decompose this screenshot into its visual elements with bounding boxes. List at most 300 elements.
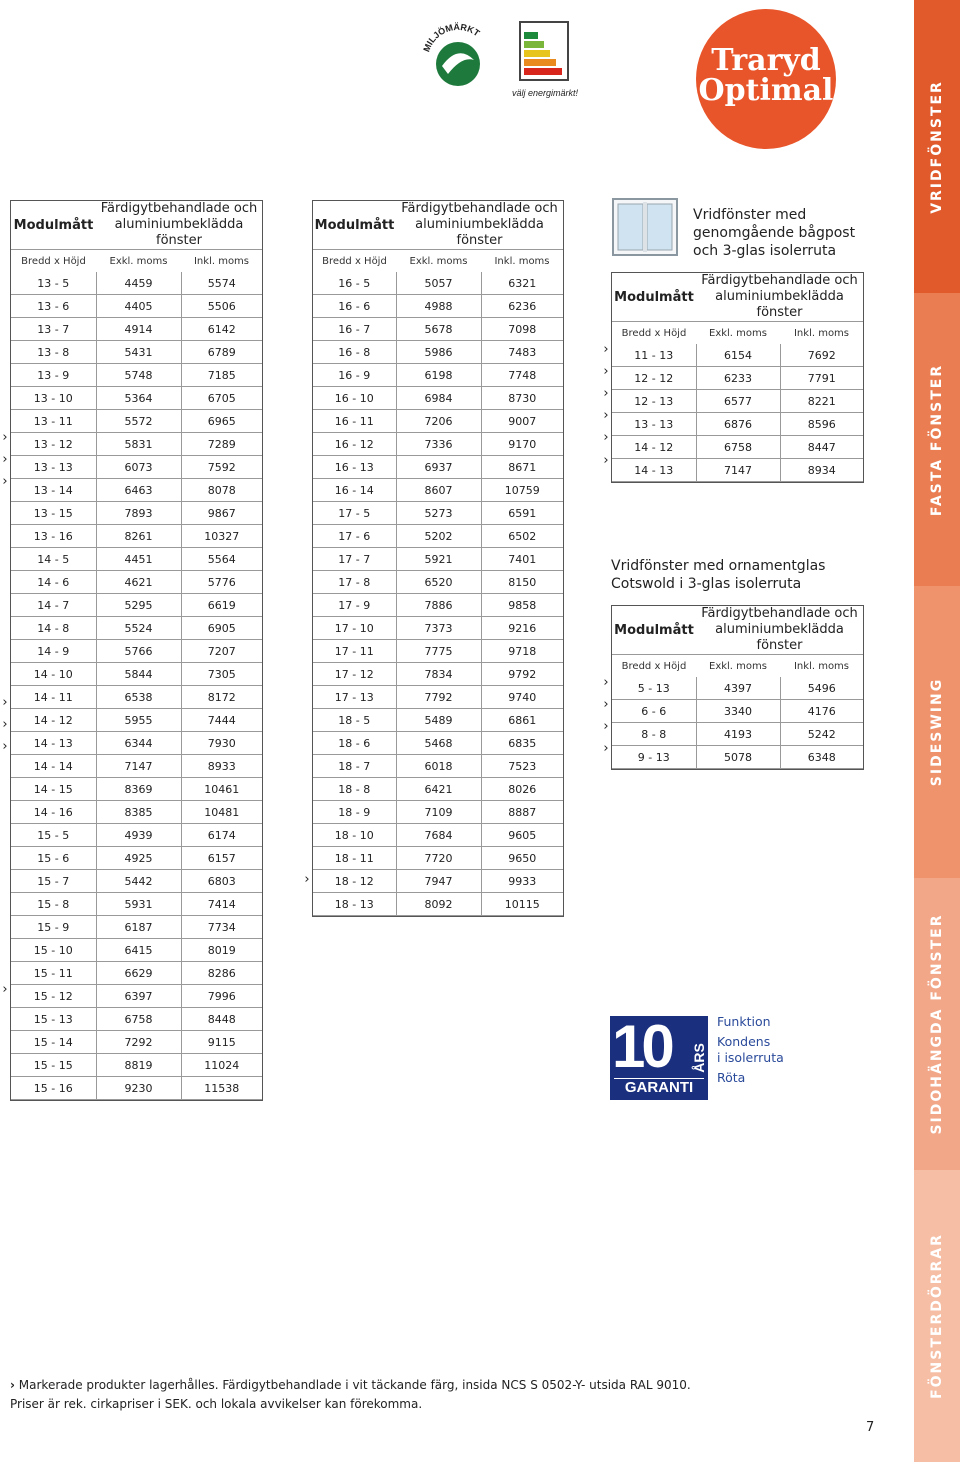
table-row [612,677,863,700]
cell-size: 16 - 13 [313,456,396,479]
table-row [11,939,262,962]
cell-exkl: 7206 [396,410,481,433]
cell-size: 14 - 12 [612,436,696,459]
table-row [11,1008,262,1031]
garanti-item: Röta [717,1070,746,1085]
price-table-3 [611,272,864,483]
table-row [313,341,563,364]
cell-inkl: 5242 [780,723,863,746]
table-row [11,364,262,387]
price-table-4 [611,605,864,770]
table-row [11,1077,262,1100]
cell-inkl: 8221 [780,390,863,413]
cell-size: 14 - 14 [11,755,96,778]
table-row [11,893,262,916]
cell-inkl: 6861 [481,709,563,732]
stock-marker-icon: › [603,697,609,713]
page-number: 7 [866,1420,875,1435]
cell-exkl: 8369 [96,778,181,801]
cell-size: 17 - 13 [313,686,396,709]
table-row [313,847,563,870]
cell-size: 15 - 7 [11,870,96,893]
cell-exkl: 6421 [396,778,481,801]
cell-exkl: 5442 [96,870,181,893]
header-description [396,201,563,250]
cell-exkl: 5489 [396,709,481,732]
cell-inkl: 6835 [481,732,563,755]
table-row [313,525,563,548]
cell-inkl: 7207 [181,640,262,663]
table-row [612,700,863,723]
cell-exkl: 6520 [396,571,481,594]
cell-exkl: 5831 [96,433,181,456]
cell-inkl: 9740 [481,686,563,709]
header-description [696,273,863,322]
energy-label-logo [512,20,580,110]
table-row [11,1031,262,1054]
cell-size: 17 - 11 [313,640,396,663]
header-modulmatt: Modulmått [612,606,696,655]
cell-exkl: 6397 [96,985,181,1008]
cell-exkl: 4397 [696,677,780,700]
cell-size: 15 - 6 [11,847,96,870]
cell-inkl: 5776 [181,571,262,594]
garanti-years: 10 [612,1013,671,1080]
table-row [313,824,563,847]
cell-inkl: 9115 [181,1031,262,1054]
stock-marker-icon: › [603,386,609,402]
cell-inkl: 7748 [481,364,563,387]
table-row [11,1054,262,1077]
cell-size: 11 - 13 [612,344,696,367]
cell-inkl: 7592 [181,456,262,479]
sidebar-tab-fasta-fonster[interactable] [914,293,960,586]
table-row [11,594,262,617]
cell-inkl: 6174 [181,824,262,847]
window-illustration [612,198,678,256]
header-desc-line1: Färdigytbehandlade och [701,606,858,621]
table-row [11,318,262,341]
cell-exkl: 5524 [96,617,181,640]
cell-exkl: 6233 [696,367,780,390]
cell-exkl: 7373 [396,617,481,640]
table-row [11,387,262,410]
cell-inkl: 7289 [181,433,262,456]
cell-size: 9 - 13 [612,746,696,769]
table-row [612,367,863,390]
sidebar-tab-fonsterdorrar[interactable] [914,1170,960,1462]
cell-exkl: 7109 [396,801,481,824]
cell-size: 18 - 8 [313,778,396,801]
cell-size: 16 - 7 [313,318,396,341]
cell-size: 18 - 9 [313,801,396,824]
table-row [612,413,863,436]
cell-inkl: 7401 [481,548,563,571]
cell-exkl: 5748 [96,364,181,387]
header-desc-line1: Färdigytbehandlade och [401,201,558,216]
cell-size: 16 - 11 [313,410,396,433]
table-row [313,387,563,410]
table-row [11,870,262,893]
cell-inkl: 9867 [181,502,262,525]
cell-size: 17 - 6 [313,525,396,548]
cell-size: 13 - 6 [11,295,96,318]
cell-exkl: 7893 [96,502,181,525]
subheader-exkl: Exkl. moms [709,327,767,339]
cell-exkl: 6198 [396,364,481,387]
cell-inkl: 9933 [481,870,563,893]
cell-size: 15 - 11 [11,962,96,985]
table-row [612,390,863,413]
table-row [11,272,262,295]
cell-size: 16 - 5 [313,272,396,295]
price-table-2 [312,200,564,917]
cell-inkl: 8934 [780,459,863,482]
cell-inkl: 6965 [181,410,262,433]
cell-size: 18 - 6 [313,732,396,755]
table-row [313,295,563,318]
cell-inkl: 8172 [181,686,262,709]
cell-exkl: 7947 [396,870,481,893]
cell-inkl: 8671 [481,456,563,479]
stock-marker-icon: › [2,717,8,732]
cell-size: 14 - 7 [11,594,96,617]
cell-inkl: 9718 [481,640,563,663]
table-row [313,870,563,893]
cell-inkl: 9858 [481,594,563,617]
stock-marker-icon: › [603,430,609,446]
cell-exkl: 5921 [396,548,481,571]
table-row [313,410,563,433]
cell-exkl: 4925 [96,847,181,870]
sidebar-tab-sidohangda-fonster[interactable] [914,878,960,1170]
cell-exkl: 5844 [96,663,181,686]
cell-inkl: 5496 [780,677,863,700]
cell-inkl: 7996 [181,985,262,1008]
subheader-exkl: Exkl. moms [709,660,767,672]
cell-exkl: 4193 [696,723,780,746]
cell-size: 13 - 9 [11,364,96,387]
subheader-size: Bredd x Höjd [621,327,687,339]
cell-exkl: 5572 [96,410,181,433]
cell-inkl: 10461 [181,778,262,801]
table-row [11,640,262,663]
cell-exkl: 5986 [396,341,481,364]
table-row [11,663,262,686]
cell-exkl: 4459 [96,272,181,295]
cell-inkl: 8447 [780,436,863,459]
cell-inkl: 11024 [181,1054,262,1077]
cell-inkl: 4176 [780,700,863,723]
table-row [313,318,563,341]
cell-exkl: 7684 [396,824,481,847]
cell-size: 13 - 16 [11,525,96,548]
cell-exkl: 6629 [96,962,181,985]
table-row [313,686,563,709]
footer-line1-text: Markerade produkter lagerhålles. Färdigytbehandlade i vit täckande färg, insida NCS S 0502-Y- utsida RAL 9010. [18,1378,691,1392]
cell-size: 18 - 11 [313,847,396,870]
cell-exkl: 5202 [396,525,481,548]
table-row [612,459,863,482]
cell-size: 14 - 11 [11,686,96,709]
cell-inkl: 7791 [780,367,863,390]
cell-inkl: 10327 [181,525,262,548]
cell-size: 12 - 13 [612,390,696,413]
cell-size: 13 - 15 [11,502,96,525]
cell-size: 16 - 14 [313,479,396,502]
sidebar-label: FASTA FÖNSTER [929,363,945,516]
cell-inkl: 6591 [481,502,563,525]
cell-inkl: 6157 [181,847,262,870]
cell-exkl: 4451 [96,548,181,571]
subheader-size: Bredd x Höjd [21,255,86,267]
sidebar-label: SIDESWING [929,677,945,787]
cell-inkl: 7414 [181,893,262,916]
table-row [11,295,262,318]
cell-exkl: 6538 [96,686,181,709]
table-row [313,778,563,801]
cell-size: 13 - 5 [11,272,96,295]
brand-line1: Traryd [711,43,821,78]
cell-size: 15 - 10 [11,939,96,962]
table4-title-line1: Vridfönster med ornamentglas [611,558,826,574]
cell-exkl: 5364 [96,387,181,410]
cell-size: 16 - 9 [313,364,396,387]
sidebar-label: VRIDFÖNSTER [929,79,945,214]
sidebar-tab-vridfonster[interactable] [914,0,960,293]
table-row [313,709,563,732]
garanti-item: i isolerruta [717,1050,784,1065]
cell-exkl: 5955 [96,709,181,732]
section-sidebar [914,0,960,1462]
cell-size: 16 - 12 [313,433,396,456]
cell-inkl: 5574 [181,272,262,295]
cell-exkl: 6876 [696,413,780,436]
table-row [313,433,563,456]
cell-exkl: 4939 [96,824,181,847]
cell-inkl: 6619 [181,594,262,617]
table-row [612,344,863,367]
cell-exkl: 5678 [396,318,481,341]
cell-size: 13 - 14 [11,479,96,502]
cell-exkl: 6577 [696,390,780,413]
table-row [313,893,563,916]
cell-size: 17 - 8 [313,571,396,594]
miljomarkt-text: MILJÖMÄRKT [421,21,482,54]
header-desc-line1: Färdigytbehandlade och [701,273,858,288]
table-row [11,732,262,755]
brand-badge [696,9,836,149]
cell-size: 18 - 12 [313,870,396,893]
cell-inkl: 11538 [181,1077,262,1100]
subheader-inkl: Inkl. moms [494,255,550,267]
header-desc-line1: Färdigytbehandlade och [100,201,258,216]
cell-size: 15 - 5 [11,824,96,847]
cell-exkl: 6018 [396,755,481,778]
cell-inkl: 6502 [481,525,563,548]
cell-exkl: 6187 [96,916,181,939]
cell-size: 13 - 10 [11,387,96,410]
table-row [313,548,563,571]
cell-inkl: 9650 [481,847,563,870]
table3-title-line3: och 3-glas isolerruta [693,243,837,259]
cell-size: 18 - 7 [313,755,396,778]
table3-title [693,206,893,260]
table-row [612,723,863,746]
subheader-exkl: Exkl. moms [409,255,468,267]
sidebar-tab-sideswing[interactable] [914,586,960,878]
table-row [313,732,563,755]
cell-size: 14 - 16 [11,801,96,824]
header-desc-line2: aluminiumbeklädda fönster [415,217,544,248]
cell-inkl: 6705 [181,387,262,410]
cell-size: 18 - 5 [313,709,396,732]
cell-exkl: 5295 [96,594,181,617]
header-modulmatt: Modulmått [313,201,396,250]
stock-marker-icon: › [2,982,8,998]
cell-exkl: 5431 [96,341,181,364]
cell-size: 13 - 11 [11,410,96,433]
stock-marker-icon: › [603,408,609,424]
cell-exkl: 5273 [396,502,481,525]
cell-size: 8 - 8 [612,723,696,746]
table-row [313,364,563,387]
cell-size: 15 - 9 [11,916,96,939]
cell-inkl: 7444 [181,709,262,732]
cell-size: 17 - 10 [313,617,396,640]
table-row [11,962,262,985]
cell-size: 15 - 15 [11,1054,96,1077]
stock-marker-icon: › [603,342,609,357]
cell-size: 14 - 12 [11,709,96,732]
cell-exkl: 6463 [96,479,181,502]
cell-size: 15 - 12 [11,985,96,1008]
cell-exkl: 4405 [96,295,181,318]
cell-exkl: 6758 [696,436,780,459]
cell-exkl: 7886 [396,594,481,617]
cell-inkl: 9170 [481,433,563,456]
stock-marker-icon: › [603,741,609,757]
cell-exkl: 7834 [396,663,481,686]
cell-size: 15 - 16 [11,1077,96,1100]
cell-exkl: 8092 [396,893,481,916]
cell-inkl: 9792 [481,663,563,686]
subheader-size: Bredd x Höjd [621,660,687,672]
table4-title-line2: Cotswold i 3-glas isolerruta [611,576,802,592]
table-row [313,272,563,295]
table-row [11,479,262,502]
cell-size: 12 - 12 [612,367,696,390]
cell-size: 13 - 7 [11,318,96,341]
cell-exkl: 6984 [396,387,481,410]
table-row [313,801,563,824]
cell-exkl: 6415 [96,939,181,962]
cell-exkl: 7147 [696,459,780,482]
stock-marker-icon: › [2,429,8,445]
cell-inkl: 7734 [181,916,262,939]
cell-size: 13 - 13 [612,413,696,436]
table-row [11,548,262,571]
miljomarkt-logo [418,14,498,94]
table-row [11,686,262,709]
header-modulmatt: Modulmått [11,201,96,250]
cell-inkl: 6803 [181,870,262,893]
stock-marker-icon: › [304,871,310,887]
table-row [313,502,563,525]
cell-size: 16 - 10 [313,387,396,410]
footer-line2: Priser är rek. cirkapriser i SEK. och lokala avvikelser kan förekomma. [10,1397,423,1411]
cell-inkl: 8026 [481,778,563,801]
cell-exkl: 7147 [96,755,181,778]
cell-size: 14 - 9 [11,640,96,663]
cell-size: 14 - 10 [11,663,96,686]
table-row [11,341,262,364]
cell-exkl: 4988 [396,295,481,318]
cell-inkl: 9216 [481,617,563,640]
cell-exkl: 7775 [396,640,481,663]
cell-size: 13 - 8 [11,341,96,364]
table-row [313,456,563,479]
cell-inkl: 6321 [481,272,563,295]
cell-size: 5 - 13 [612,677,696,700]
table3-title-line2: genomgående bågpost [693,225,856,241]
header-modulmatt: Modulmått [612,273,696,322]
brand-line2: Optimal [698,73,834,108]
stock-marker-icon: › [603,452,609,468]
cell-size: 17 - 5 [313,502,396,525]
stock-marker-icon: › [603,719,609,735]
cell-inkl: 10115 [481,893,563,916]
header-desc-line2: aluminiumbeklädda fönster [715,622,844,653]
table-row [313,755,563,778]
sidebar-label: SIDOHÄNGDA FÖNSTER [929,913,945,1135]
cell-size: 15 - 13 [11,1008,96,1031]
table-row [11,525,262,548]
stock-marker-icon: › [603,675,609,690]
table-row [313,479,563,502]
cell-size: 17 - 9 [313,594,396,617]
cell-exkl: 4621 [96,571,181,594]
cell-size: 15 - 8 [11,893,96,916]
table-row [313,571,563,594]
cell-exkl: 6758 [96,1008,181,1031]
table-row [11,456,262,479]
cell-exkl: 8819 [96,1054,181,1077]
cell-exkl: 5931 [96,893,181,916]
subheader-inkl: Inkl. moms [793,660,850,672]
stock-marker-icon: › [2,694,8,710]
cell-inkl: 7523 [481,755,563,778]
garanti-item: Kondens [717,1034,771,1049]
header-desc-line2: aluminiumbeklädda fönster [114,217,244,248]
table-row [11,433,262,456]
table4-title [611,557,871,593]
sidebar-label: FÖNSTERDÖRRAR [929,1233,945,1399]
cell-inkl: 7185 [181,364,262,387]
header-description [696,606,863,655]
cell-inkl: 6236 [481,295,563,318]
subheader-inkl: Inkl. moms [193,255,250,267]
table-row [11,847,262,870]
stock-marker-icon: › [603,364,609,380]
cell-inkl: 8730 [481,387,563,410]
table-row [11,709,262,732]
table-row [11,571,262,594]
cell-exkl: 7720 [396,847,481,870]
table-row [313,617,563,640]
cell-inkl: 7098 [481,318,563,341]
cell-inkl: 8596 [780,413,863,436]
